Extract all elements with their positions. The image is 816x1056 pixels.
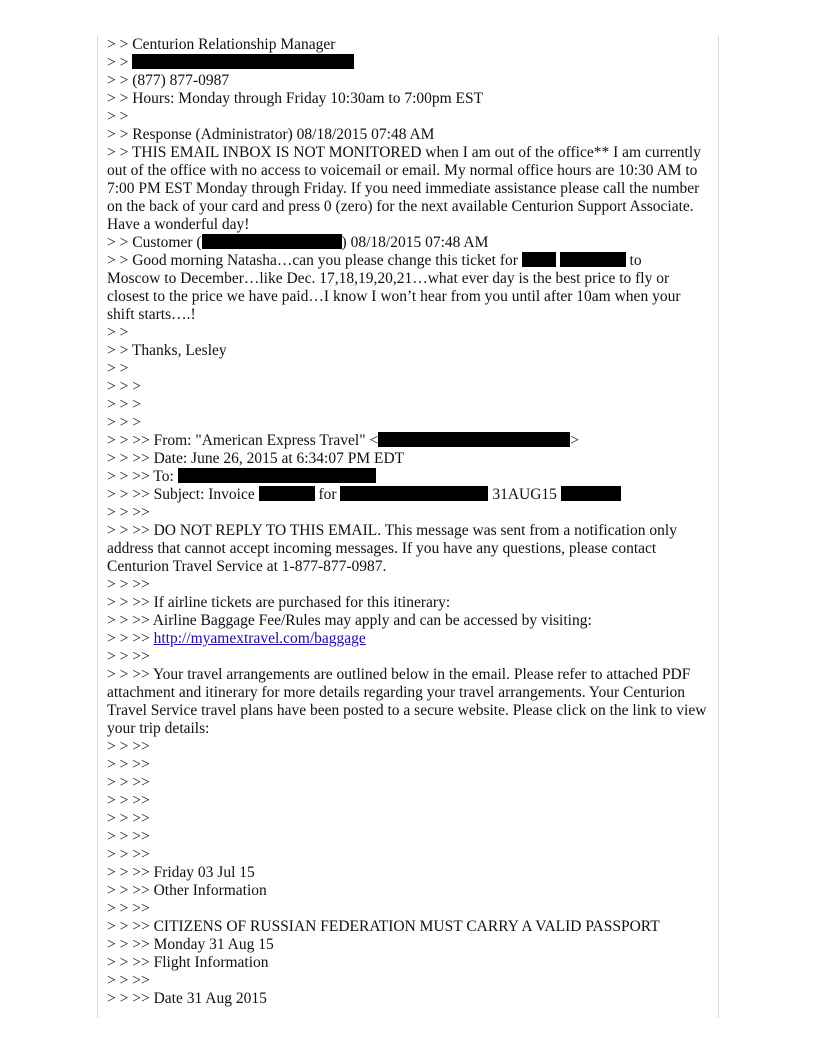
travel-arrangements-paragraph: > > >> Your travel arrangements are outlined below in the email. Please refer to attached PDF attachment and itinerary for more details regarding your travel arrangements. Your Centurion Travel Service travel plans have been posted to a secure website. Please click on the link to view your trip details: — [107, 666, 707, 737]
quote-blank-line: > > >> — [107, 738, 150, 755]
subject-line: > > >> Subject: Invoice for 31AUG15 — [107, 486, 707, 504]
baggage-link[interactable]: http://myamextravel.com/baggage — [153, 630, 366, 647]
redaction-block — [522, 252, 556, 267]
quote-blank-line: > > >> — [107, 828, 150, 845]
customer-request-line: > > Good morning Natasha…can you please change this ticket for to — [107, 252, 642, 269]
from-line: > > >> From: "American Express Travel" < > — [107, 432, 579, 449]
hours-line: > > Hours: Monday through Friday 10:30am to 7:00pm EST — [107, 90, 484, 107]
passport-notice-line: > > >> CITIZENS OF RUSSIAN FEDERATION MUST CARRY A VALID PASSPORT — [107, 918, 660, 935]
quote-blank-line: > > >> — [107, 900, 150, 917]
baggage-rules-line: > > >> Airline Baggage Fee/Rules may apply and can be accessed by visiting: — [107, 612, 592, 629]
other-information-line: > > >> Other Information — [107, 882, 267, 899]
phone-line: > > (877) 877-0987 — [107, 72, 230, 89]
itinerary-date-line: > > >> Monday 31 Aug 15 — [107, 936, 274, 953]
do-not-reply-paragraph: > > >> DO NOT REPLY TO THIS EMAIL. This message was sent from a notification only address that cannot accept incoming messages. If you have any questions, please contact Centurion Travel Service at 1-877-877-0987. — [107, 522, 677, 575]
redaction-block — [560, 252, 626, 267]
quote-blank-line: > > >> — [107, 972, 150, 989]
flight-date-line: > > >> Date 31 Aug 2015 — [107, 990, 267, 1007]
flight-information-line: > > >> Flight Information — [107, 954, 269, 971]
to-line: > > >> To: — [107, 468, 707, 486]
page-right-border — [718, 36, 719, 1018]
itinerary-date-line: > > >> Friday 03 Jul 15 — [107, 864, 255, 881]
redaction-block — [259, 486, 315, 501]
redaction-block — [132, 54, 354, 69]
customer-request-paragraph: Moscow to December…like Dec. 17,18,19,20,21…what ever day is the best price to fly or closest to the price we have paid…I know I won’t hear from you until after 10am when your shift starts….! — [107, 270, 681, 323]
baggage-link-line: > > >> http://myamextravel.com/baggage — [107, 630, 366, 647]
quote-blank-line: > > > — [107, 414, 141, 431]
date-line: > > >> Date: June 26, 2015 at 6:34:07 PM EDT — [107, 450, 405, 467]
quote-blank-line: > > >> — [107, 774, 150, 791]
quote-blank-line: > > >> — [107, 792, 150, 809]
redaction-block — [178, 468, 376, 483]
auto-reply-paragraph: > > THIS EMAIL INBOX IS NOT MONITORED when I am out of the office** I am currently out of the office with no access to voicemail or email. My normal office hours are 10:30 AM to 7:00 PM EST Monday through Friday. If you need immediate assistance please call the number on the back of your card and press 0 (zero) for the next available Centurion Support Associate. Have a wonderful day! — [107, 144, 701, 233]
signature-line: > > Thanks, Lesley — [107, 342, 227, 359]
quote-blank-line: > > >> — [107, 504, 150, 521]
airline-tickets-line: > > >> If airline tickets are purchased for this itinerary: — [107, 594, 451, 611]
quote-blank-line: > > >> — [107, 756, 150, 773]
quote-blank-line: > > >> — [107, 576, 150, 593]
redaction-block — [561, 486, 621, 501]
quote-blank-line: > > >> — [107, 648, 150, 665]
redaction-block — [202, 234, 342, 249]
email-document — [107, 36, 707, 1008]
quote-blank-line: > > >> — [107, 846, 150, 863]
quote-blank-line: > > >> — [107, 810, 150, 827]
response-header: > > Response (Administrator) 08/18/2015 07:48 AM — [107, 126, 435, 143]
redaction-block — [378, 432, 570, 447]
customer-header: > > Customer ( ) 08/18/2015 07:48 AM — [107, 234, 489, 251]
quote-blank-line: > > — [107, 360, 129, 377]
redaction-block — [340, 486, 488, 501]
quote-blank-line: > > — [107, 324, 129, 341]
redacted-line: > > — [107, 54, 707, 72]
quote-blank-line: > > > — [107, 378, 141, 395]
quote-blank-line: > > > — [107, 396, 141, 413]
manager-title: > > Centurion Relationship Manager — [107, 36, 336, 53]
quote-blank-line: > > — [107, 108, 129, 125]
page-left-border — [97, 36, 98, 1018]
